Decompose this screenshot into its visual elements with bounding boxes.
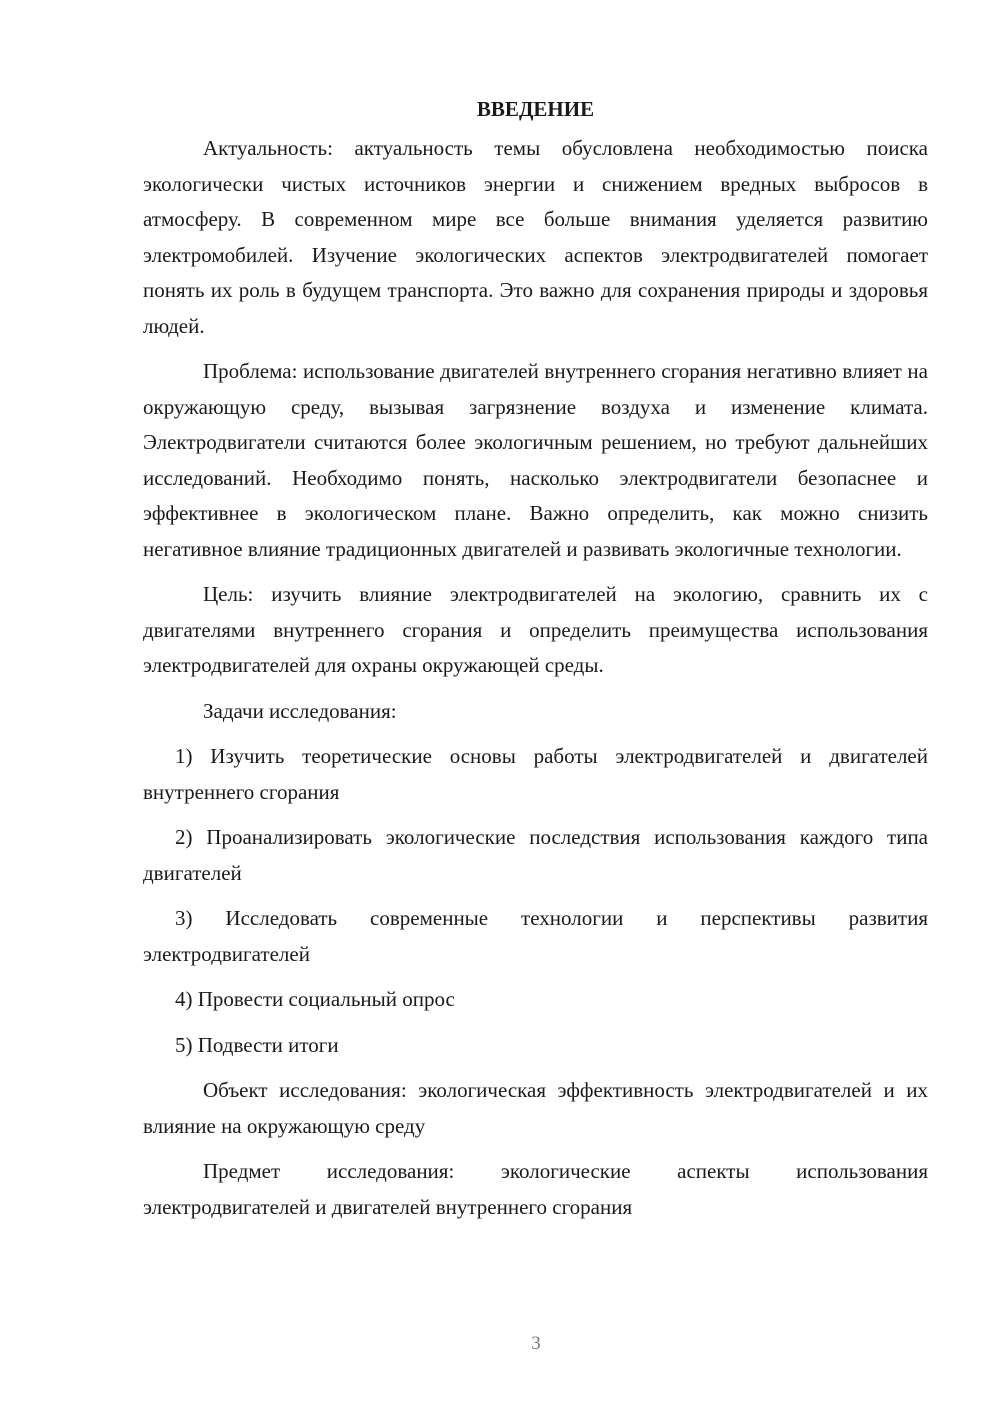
paragraph-subject: Предмет исследования: экологические аспекты использования электродвигателей и двигателей внутреннего сгорания [143,1159,928,1219]
task-item-4: 4) Провести социальный опрос [175,987,455,1011]
task-item-3: 3) Исследовать современные технологии и перспективы развития электродвигателей [143,906,928,966]
document-page [143,92,928,1235]
paragraph-object: Объект исследования: экологическая эффективность электродвигателей и их влияние на окружающую среду [143,1078,928,1138]
paragraph-tasks-heading: Задачи исследования: [203,698,397,723]
paragraph-goal: Цель: изучить влияние электродвигателей на экологию, сравнить их с двигателями внутреннего сгорания и определить преимущества использования электродвигателей для охраны окружающей среды. [143,582,928,677]
paragraph-relevance: Актуальность: актуальность темы обусловлена необходимостью поиска экологически чистых источников энергии и снижением вредных выбросов в атмосферу. В современном мире все больше внимания уделяется развитию электромобилей. Изучение экологических аспектов электродвигателей помогает понять их роль в будущем транспорта. Это важно для сохранения природы и здоровья людей. [143,136,928,338]
task-item-2: 2) Проанализировать экологические последствия использования каждого типа двигателей [143,825,928,885]
page-number: 3 [531,1333,541,1354]
task-item-5: 5) Подвести итоги [175,1032,339,1057]
task-item-1: 1) Изучить теоретические основы работы электродвигателей и двигателей внутреннего сгорания [143,744,928,804]
page-title: ВВЕДЕНИЕ [476,97,595,121]
paragraph-problem: Проблема: использование двигателей внутреннего сгорания негативно влияет на окружающую среду, вызывая загрязнение воздуха и изменение климата. Электродвигатели считаются более экологичным решением, но требуют дальнейших исследований. Необходимо понять, насколько электродвигатели безопаснее и эффективнее в экологическом плане. Важно определить, как можно снизить негативное влияние традиционных двигателей и развивать экологичные технологии. [143,359,928,561]
